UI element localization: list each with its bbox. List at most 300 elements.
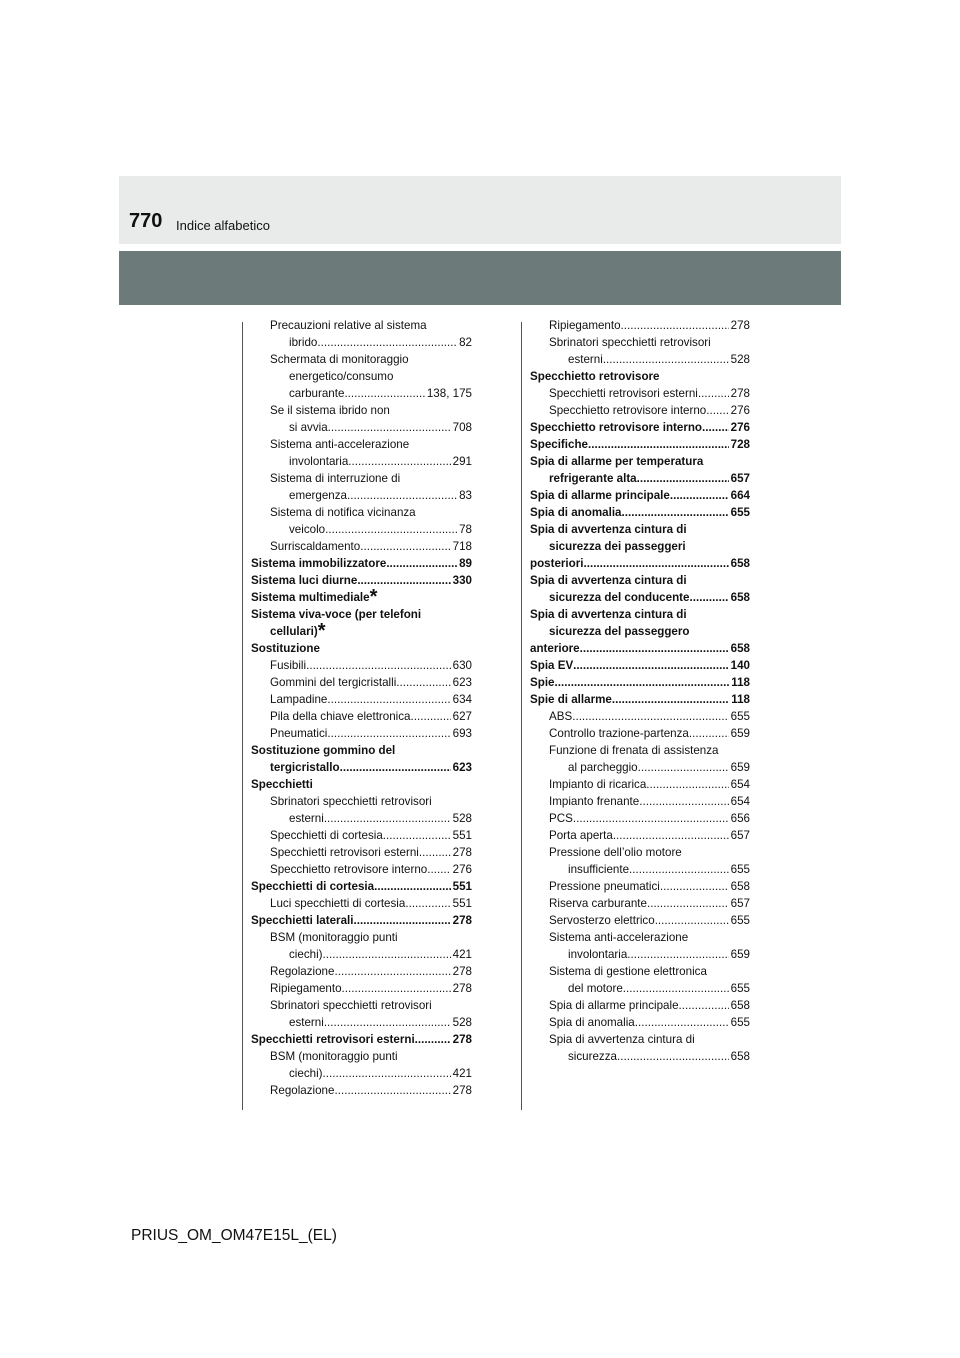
entry-term: Impianto di ricarica [549,778,647,791]
entry-term: posteriori [530,557,584,570]
page-reference[interactable]: 82 [459,336,472,349]
entry-term: Sbrinatori specchietti retrovisori [270,999,432,1012]
entry-term: BSM (monitoraggio punti [270,1050,398,1063]
index-entry-line [530,487,750,504]
index-entry-line [530,334,750,351]
page-reference[interactable]: 657 [730,829,750,842]
entry-term: Specchietti di cortesia [270,829,383,842]
entry-term: esterni [289,1016,324,1029]
index-entry-line [530,776,750,793]
dot-leader [622,504,729,521]
page-reference[interactable]: 655 [730,982,750,995]
dot-leader [635,1014,729,1031]
index-entry-line [530,793,750,810]
dot-leader [639,793,728,810]
dot-leader [324,810,451,827]
page-reference[interactable]: 728 [730,438,750,451]
entry-term: ABS [549,710,573,723]
entry-term: Specchietto retrovisore interno [549,404,707,417]
page-reference[interactable]: 89 [459,557,472,570]
index-column-left [251,317,472,1099]
dot-leader [348,453,450,470]
index-entry-line [530,725,750,742]
entry-term: Porta aperta [549,829,613,842]
entry-term: Riserva carburante [549,897,647,910]
index-entry-line [251,776,472,793]
entry-term: Sbrinatori specchietti retrovisori [549,336,711,349]
index-entry-line [251,487,472,504]
entry-term: insufficiente [568,863,630,876]
index-entry-line [530,368,750,385]
page-reference[interactable]: 658 [730,591,750,604]
dot-leader [689,589,728,606]
entry-term: esterni [568,353,603,366]
column-divider-middle [521,322,522,1110]
entry-term: Sistema di gestione elettronica [549,965,707,978]
dot-leader [427,861,450,878]
entry-term: del motore [568,982,623,995]
page-reference[interactable]: 659 [730,948,750,961]
entry-term: Specifiche [530,438,588,451]
page-reference[interactable]: 278 [452,914,472,927]
entry-term: Regolazione [270,965,335,978]
index-entry-line [530,453,750,470]
page-reference[interactable]: 278 [730,319,750,332]
page-reference[interactable]: 276 [452,863,472,876]
index-entry-line [530,827,750,844]
page-reference[interactable]: 654 [730,795,750,808]
entry-term: Schermata di monitoraggio [270,353,409,366]
index-entry-line [251,538,472,555]
dot-leader [411,708,451,725]
page-reference[interactable]: 118 [731,676,750,689]
page-reference[interactable]: 551 [452,829,472,842]
index-entry-line [530,912,750,929]
asterisk-note-icon: * [369,586,378,608]
dot-leader [647,895,729,912]
entry-term: Precauzioni relative al sistema [270,319,427,332]
entry-term: Gommini del tergicristalli [270,676,397,689]
index-entry-line [530,878,750,895]
page-reference[interactable]: 278 [452,982,472,995]
dot-leader [324,1014,451,1031]
dot-leader [603,351,729,368]
header-band [119,251,841,305]
entry-term: Specchietto retrovisore interno [530,421,703,434]
page-reference[interactable]: 330 [452,574,472,587]
entry-term: Se il sistema ibrido non [270,404,390,417]
index-entry-line [530,759,750,776]
index-entry-line [251,334,472,351]
dot-leader [323,946,451,963]
index-entry-line [251,555,472,572]
page-reference[interactable]: 278 [452,1084,472,1097]
index-entry-line [251,521,472,538]
entry-term: Servosterzo elettrico [549,914,655,927]
dot-leader [334,963,450,980]
index-entry-line [251,997,472,1014]
index-entry-line [530,1031,750,1048]
dot-leader [383,827,451,844]
index-entry-line [251,861,472,878]
index-entry-line [251,385,472,402]
index-entry-line [251,402,472,419]
entry-term: Pila della chiave elettronica [270,710,411,723]
dot-leader [327,725,450,742]
index-entry-line [530,691,750,708]
entry-term: ciechi) [289,1067,323,1080]
index-entry-line [251,1014,472,1031]
index-entry-line [251,844,472,861]
index-entry-line [530,640,750,657]
entry-term: Sbrinatori specchietti retrovisori [270,795,432,808]
dot-leader [573,810,729,827]
entry-term: Ripiegamento [270,982,342,995]
dot-leader [328,419,451,436]
entry-term: BSM (monitoraggio punti [270,931,398,944]
dot-leader [612,691,729,708]
dot-leader [573,657,728,674]
dot-leader [637,470,729,487]
entry-term: Spie [530,676,555,689]
dot-leader [706,402,728,419]
page-reference[interactable]: 118 [731,693,750,706]
entry-term: Sistema viva-voce (per telefoni [251,608,422,621]
index-entry-line [251,929,472,946]
page-reference[interactable]: 630 [452,659,472,672]
entry-term: Lampadine [270,693,328,706]
index-entry-line [530,674,750,691]
entry-term: Surriscaldamento [270,540,361,553]
entry-term: energetico/consumo [289,370,394,383]
entry-term: ibrido [289,336,318,349]
entry-term: Specchietti retrovisori esterni [549,387,698,400]
entry-term: Spia di allarme principale [549,999,679,1012]
entry-term: si avvia [289,421,328,434]
page-number: 770 [129,210,163,232]
page-reference[interactable]: 528 [452,812,472,825]
header-top-bar [119,176,841,244]
dot-leader [405,895,450,912]
index-entry-line [251,586,472,608]
page-reference[interactable]: 634 [452,693,472,706]
entry-term: Impianto frenante [549,795,640,808]
entry-term: carburante [289,387,345,400]
index-entry-line [530,708,750,725]
index-entry-line [251,912,472,929]
entry-term: Sostituzione gommino del [251,744,396,757]
entry-term: Luci specchietti di cortesia [270,897,406,910]
column-divider-left [242,322,243,1110]
index-entry-line [530,861,750,878]
index-entry-line [530,810,750,827]
page-reference[interactable]: 664 [730,489,750,502]
entry-term: Specchietti retrovisori esterni [270,846,419,859]
index-entry-line [251,759,472,776]
entry-term: Specchietti [251,778,313,791]
index-entry-line [251,810,472,827]
dot-leader [374,878,451,895]
index-entry-line [251,895,472,912]
index-entry-line [251,1065,472,1082]
index-entry-line [251,657,472,674]
index-entry-line [530,844,750,861]
index-entry-line [530,555,750,572]
entry-term: Ripiegamento [549,319,621,332]
section-title: Indice alfabetico [176,218,270,233]
index-entry-line [251,725,472,742]
entry-term: Spia di avvertenza cintura di [530,523,687,536]
index-entry-line [251,1031,472,1048]
index-entry-line [530,572,750,589]
entry-term: involontaria [568,948,628,961]
entry-term: Spie di allarme [530,693,612,706]
page-reference[interactable]: 83 [459,489,472,502]
index-entry-line [251,606,472,623]
entry-term: sicurezza del conducente [549,591,690,604]
page-reference[interactable]: 693 [452,727,472,740]
page-reference[interactable]: 78 [459,523,472,536]
dot-leader [629,861,729,878]
document-code: PRIUS_OM_OM47E15L_(EL) [131,1227,337,1244]
index-entry-line [530,351,750,368]
dot-leader [323,1065,451,1082]
dot-leader [623,980,729,997]
dot-leader [621,317,729,334]
index-entry-line [251,453,472,470]
index-entry-line [251,470,472,487]
page-reference[interactable]: 278 [730,387,750,400]
index-entry-line [251,1082,472,1099]
dot-leader [588,436,729,453]
page-reference[interactable]: 657 [730,897,750,910]
index-entry-line [530,470,750,487]
page-reference[interactable]: 658 [730,642,750,655]
entry-term: ciechi) [289,948,323,961]
index-entry-line [251,674,472,691]
page-reference[interactable]: 140 [730,659,750,672]
index-entry-line [251,1048,472,1065]
entry-term: Sistema anti-accelerazione [270,438,410,451]
dot-leader [583,555,728,572]
dot-leader [655,912,729,929]
page-reference[interactable]: 278 [452,1033,472,1046]
index-entry-line [251,317,472,334]
dot-leader [342,980,451,997]
page-reference[interactable]: 655 [730,506,750,519]
index-entry-line [530,895,750,912]
index-entry-line [530,521,750,538]
entry-term: Spia di avvertenza cintura di [530,608,687,621]
dot-leader [327,691,450,708]
page-reference[interactable]: 657 [730,472,750,485]
dot-leader [340,759,451,776]
dot-leader [580,640,729,657]
page-reference[interactable]: 655 [730,863,750,876]
page-reference[interactable]: 551 [452,897,472,910]
page-reference[interactable]: 658 [730,557,750,570]
dot-leader [325,521,457,538]
dot-leader [317,334,457,351]
index-entry-line [530,1048,750,1065]
page-reference[interactable]: 655 [730,710,750,723]
entry-term: Sostituzione [251,642,320,655]
page-reference[interactable]: 659 [730,761,750,774]
entry-term: Sistema luci diurne [251,574,358,587]
index-entry-line [251,620,472,642]
dot-leader [627,946,728,963]
page-reference[interactable]: 656 [730,812,750,825]
page-reference[interactable]: 528 [452,1016,472,1029]
entry-term: Specchietti di cortesia [251,880,375,893]
index-entry-line [530,623,750,640]
index-entry-line [251,963,472,980]
page-reference[interactable]: 658 [730,880,750,893]
page-reference[interactable]: 654 [730,778,750,791]
index-entry-line [251,878,472,895]
page-reference[interactable]: 276 [730,404,750,417]
page-reference[interactable]: 421 [452,1067,472,1080]
dot-leader [396,674,450,691]
page-reference[interactable]: 623 [452,761,472,774]
dot-leader [353,912,450,929]
dot-leader [617,1048,729,1065]
index-entry-line [530,589,750,606]
index-entry-line [530,436,750,453]
index-entry-line [251,708,472,725]
index-entry-line [530,606,750,623]
dot-leader [344,385,424,402]
index-entry-line [251,793,472,810]
index-entry-line [251,640,472,657]
dot-leader [306,657,451,674]
page-reference[interactable]: 655 [730,914,750,927]
page-reference[interactable]: 276 [730,421,750,434]
index-entry-line [530,538,750,555]
entry-term: Sistema multimediale [251,591,370,604]
page-reference[interactable]: 718 [452,540,472,553]
entry-term: refrigerante alta [549,472,637,485]
dot-leader [419,844,451,861]
index-entry-line [251,436,472,453]
index-entry-line [251,827,472,844]
index-entry-line [251,368,472,385]
entry-term: sicurezza dei passeggeri [549,540,686,553]
entry-term: Specchietto retrovisore [530,370,660,383]
entry-term: Pressione pneumatici [549,880,660,893]
dot-leader [670,487,729,504]
dot-leader [660,878,729,895]
page-reference[interactable]: 528 [730,353,750,366]
dot-leader [334,1082,450,1099]
index-entry-line [251,980,472,997]
dot-leader [415,1031,451,1048]
page-reference[interactable]: 291 [452,455,472,468]
entry-term: al parcheggio [568,761,638,774]
entry-term: Regolazione [270,1084,335,1097]
index-column-right [530,317,750,1065]
entry-term: Sistema di notifica vicinanza [270,506,416,519]
page-reference[interactable]: 421 [452,948,472,961]
entry-term: Spia di avvertenza cintura di [549,1033,695,1046]
entry-term: Specchietti laterali [251,914,354,927]
dot-leader [613,827,729,844]
dot-leader [679,997,729,1014]
entry-term: Spia di anomalia [530,506,622,519]
index-entry-line [530,980,750,997]
entry-term: Spia EV [530,659,574,672]
entry-term: involontaria [289,455,349,468]
entry-term: sicurezza del passeggero [549,625,690,638]
dot-leader [572,708,728,725]
index-entry-line [530,657,750,674]
entry-term: Fusibili [270,659,307,672]
dot-leader [360,538,450,555]
dot-leader [554,674,729,691]
entry-term: Sistema immobilizzatore [251,557,387,570]
entry-term: Funzione di frenata di assistenza [549,744,719,757]
index-entry-line [530,504,750,521]
index-entry-line [530,402,750,419]
entry-term: Controllo trazione-partenza [549,727,689,740]
index-entry-line [251,351,472,368]
entry-term: Sistema anti-accelerazione [549,931,689,944]
index-entry-line [530,742,750,759]
index-entry-line [530,929,750,946]
page-reference[interactable]: 708 [452,421,472,434]
entry-term: Spia di avvertenza cintura di [530,574,687,587]
page-reference[interactable]: 627 [452,710,472,723]
entry-term: cellulari) [270,625,318,638]
index-entry-line [530,963,750,980]
entry-term: Specchietti retrovisori esterni [251,1033,415,1046]
entry-term: Spia di allarme principale [530,489,670,502]
entry-term: PCS [549,812,573,825]
index-entry-line [530,317,750,334]
page-reference[interactable]: 551 [452,880,472,893]
page-reference[interactable]: 658 [730,1050,750,1063]
index-entry-line [530,419,750,436]
index-entry-line [530,997,750,1014]
entry-term: emergenza [289,489,348,502]
dot-leader [638,759,729,776]
dot-leader [702,419,729,436]
entry-term: Specchietto retrovisore interno [270,863,428,876]
page-reference[interactable]: 659 [730,727,750,740]
page-reference[interactable]: 138, 175 [426,387,472,400]
index-entry-line [251,691,472,708]
dot-leader [698,385,729,402]
entry-term: Pneumatici [270,727,328,740]
entry-term: Spia di allarme per temperatura [530,455,704,468]
dot-leader [386,555,457,572]
page-reference[interactable]: 655 [730,1016,750,1029]
entry-term: veicolo [289,523,326,536]
entry-term: Spia di anomalia [549,1016,635,1029]
page-reference[interactable]: 623 [452,676,472,689]
entry-term: Sistema di interruzione di [270,472,401,485]
page-reference[interactable]: 278 [452,965,472,978]
index-entry-line [251,742,472,759]
dot-leader [646,776,728,793]
entry-term: tergicristallo [270,761,340,774]
entry-term: anteriore [530,642,580,655]
page-reference[interactable]: 278 [452,846,472,859]
entry-term: esterni [289,812,324,825]
asterisk-note-icon: * [317,620,326,642]
index-entry-line [530,385,750,402]
page-reference[interactable]: 658 [730,999,750,1012]
